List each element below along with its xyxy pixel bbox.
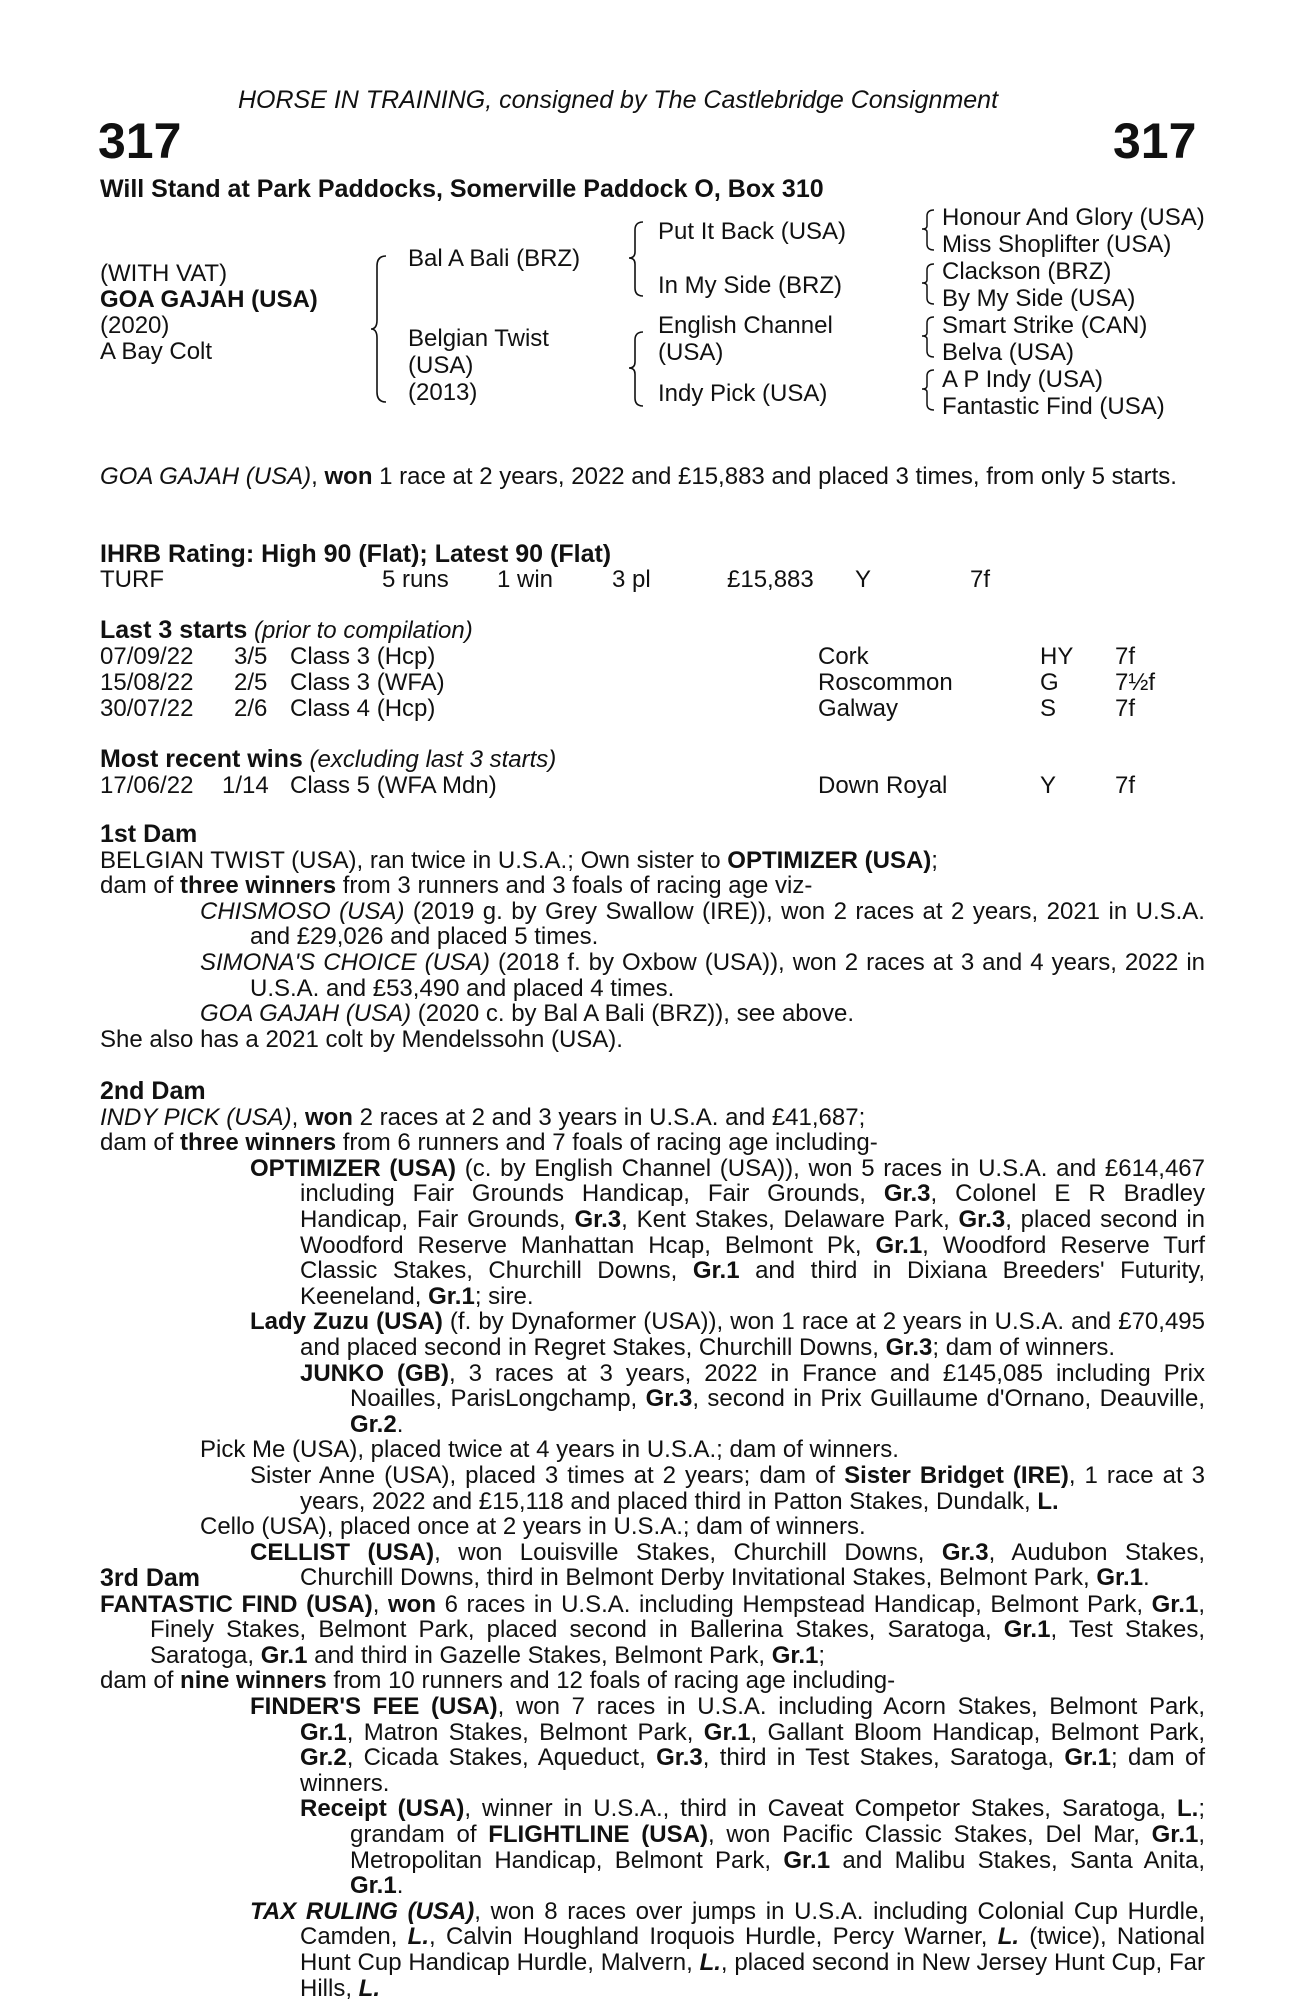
second-dam-section: 2nd Dam INDY PICK (USA), won 2 races at 2 and 3 years in U.S.A. and £41,687; dam of three winners from 6 runners and 7 foals of racing age including- OPTIMIZER (USA) (c. by English Channel (USA)), won 5 races in U.S.A. and £614,467 including Fair Grounds Handicap, Fair Grounds, Gr.3, Colonel E R Bradley Handicap, Fair Grounds, Gr.3, Kent Stakes, Delaware Park, Gr.3, placed second in Woodford Reserve Manhattan Hcap, Belmont Pk, Gr.1, Woodford Reserve Turf Classic Stakes, Churchill Downs, Gr.1 and third in Dixiana Breeders' Futurity, Keeneland, Gr.1; sire. Lady Zuzu (USA) (f. by Dynaformer (USA)), won 1 race at 2 years in U.S.A. and £70,495 and placed second in Regret Stakes, Churchill Downs, Gr.3; dam of winners. JUNKO (GB), 3 races at 3 years, 2022 in France and £145,085 including Prix Noailles, ParisLongchamp, Gr.3, second in Prix Guillaume d'Ornano, Deauville, Gr.2. Pick Me (USA), placed twice at 4 years in U.S.A.; dam of winners. Sister Anne (USA), placed 3 times at 2 years; dam of Sister Bridget (IRE), 1 race at 3 years, 2022 and £15,118 and placed third in Patton Stakes, Dundalk, L. Cello (USA), placed once at 2 years in U.S.A.; dam of winners. CELLIST (USA), won Louisville Stakes, Churchill Downs, Gr.3, Audubon Stakes, Churchill Downs, third in Belmont Derby Invitational Stakes, Belmont Park, Gr.1.: [100, 1077, 1206, 1592]
recent-course: Down Royal: [818, 772, 948, 799]
bracket-gen1: [372, 254, 392, 404]
last3-pos: 2/6: [234, 695, 268, 722]
bracket-g3-4: [922, 368, 940, 412]
sire-dam: In My Side (BRZ): [658, 272, 843, 299]
rating-distance: 7f: [970, 566, 991, 593]
dam-year: (2013): [408, 379, 478, 406]
first-dam-section: 1st Dam BELGIAN TWIST (USA), ran twice in U.S.A.; Own sister to OPTIMIZER (USA); dam of three winners from 3 runners and 3 foals of racing age viz- CHISMOSO (USA) (2019 g. by Grey Swallow (IRE)), won 2 races at 2 years, 2021 in U.S.A. and £29,026 and placed 5 times. SIMONA'S CHOICE (USA) (2018 f. by Oxbow (USA)), won 2 races at 3 and 4 years, 2022 in U.S.A. and £53,490 and placed 4 times. GOA GAJAH (USA) (2020 c. by Bal A Bali (BRZ)), see above. She also has a 2021 colt by Mendelssohn (USA).: [100, 820, 1206, 1053]
recent-heading: Most recent wins (excluding last 3 starts): [100, 745, 557, 773]
produce-cello: Cello (USA), placed once at 2 years in U.S.A.; dam of winners.: [200, 1513, 866, 1541]
gen3-3: Clackson (BRZ): [942, 258, 1112, 285]
third-dam-section: 3rd Dam FANTASTIC FIND (USA), won 6 races in U.S.A. including Hempstead Handicap, Belmont Park, Gr.1, Finely Stakes, Belmont Park, placed second in Ballerina Stakes, Saratoga, Gr.1, Test Stakes, Saratoga, Gr.1 and third in Gazelle Stakes, Belmont Park, Gr.1; dam of nine winners from 10 runners and 12 foals of racing age including- FINDER'S FEE (USA), won 7 races in U.S.A. including Acorn Stakes, Belmont Park, Gr.1, Matron Stakes, Belmont Park, Gr.1, Gallant Bloom Handicap, Belmont Park, Gr.2, Cicada Stakes, Aqueduct, Gr.3, third in Test Stakes, Saratoga, Gr.1; dam of winners. Receipt (USA), winner in U.S.A., third in Caveat Competor Stakes, Saratoga, L.; grandam of FLIGHTLINE (USA), won Pacific Classic Stakes, Del Mar, Gr.1, Metropolitan Handicap, Belmont Park, Gr.1 and Malibu Stakes, Santa Anita, Gr.1. TAX RULING (USA), won 8 races over jumps in U.S.A. including Colonial Cup Hurdle, Camden, L., Calvin Houghland Iroquois Hurdle, Percy Warner, L. (twice), National Hunt Cup Handicap Hurdle, Malvern, L., placed second in New Jersey Hunt Cup, Far Hills, L.: [100, 1564, 1206, 2002]
rating-wins: 1 win: [497, 566, 554, 593]
bracket-g3-2: [922, 262, 940, 306]
produce-simona: SIMONA'S CHOICE (USA) (2018 f. by Oxbow (USA)), won 2 races at 3 and 4 years, 2022 in U.S.A. and £53,490 and placed 4 times.: [200, 948, 1206, 1002]
produce-cellist: CELLIST (USA), won Louisville Stakes, Churchill Downs, Gr.3, Audubon Stakes, Churchill Downs, third in Belmont Derby Invitational Stakes, Belmont Park, Gr.1.: [250, 1538, 1205, 1592]
horse-sex: A Bay Colt: [100, 338, 213, 365]
stand-location: Will Stand at Park Paddocks, Somerville Paddock O, Box 310: [100, 175, 824, 203]
dam-name-line2: (USA): [408, 352, 474, 379]
dam-sire-line2: (USA): [658, 339, 724, 366]
produce-receipt: Receipt (USA), winner in U.S.A., third in Caveat Competor Stakes, Saratoga, L.; grandam of FLIGHTLINE (USA), won Pacific Classic Stakes, Del Mar, Gr.1, Metropolitan Handicap, Belmont Park, Gr.1 and Malibu Stakes, Santa Anita, Gr.1.: [300, 1795, 1206, 1900]
third-dam-title: 3rd Dam: [100, 1564, 201, 1592]
gen3-2: Miss Shoplifter (USA): [942, 231, 1172, 258]
last3-pos: 2/5: [234, 669, 268, 696]
last3-date: 07/09/22: [100, 643, 194, 670]
lot-number-left: 317: [98, 113, 182, 169]
rating-earnings: £15,883: [727, 566, 814, 593]
rating-runs: 5 runs: [382, 566, 449, 593]
produce-goa-gajah: GOA GAJAH (USA) (2020 c. by Bal A Bali (BRZ)), see above.: [200, 1000, 855, 1028]
last3-course: Roscommon: [818, 669, 953, 696]
produce-tax-ruling: TAX RULING (USA), won 8 races over jumps in U.S.A. including Colonial Cup Hurdle, Camden, L., Calvin Houghland Iroquois Hurdle, Percy Warner, L. (twice), National Hunt Cup Handicap Hurdle, Malvern, L., placed second in New Jersey Hunt Cup, Far Hills, L.: [250, 1897, 1206, 2002]
foaling-year: (2020): [100, 312, 170, 339]
bracket-g3-3: [922, 315, 940, 359]
last3-going: S: [1040, 695, 1057, 722]
gen3-1: Honour And Glory (USA): [942, 204, 1205, 231]
recent-dist: 7f: [1115, 772, 1136, 799]
gen3-6: Belva (USA): [942, 339, 1075, 366]
recent-class: Class 5 (WFA Mdn): [290, 772, 497, 799]
last3-course: Galway: [818, 695, 899, 722]
last3-course: Cork: [818, 643, 869, 670]
bracket-sire-side: [630, 220, 650, 300]
second-dam-title: 2nd Dam: [100, 1077, 206, 1105]
produce-optimizer: OPTIMIZER (USA) (c. by English Channel (USA)), won 5 races in U.S.A. and £614,467 including Fair Grounds Handicap, Fair Grounds, Gr.3, Colonel E R Bradley Handicap, Fair Grounds, Gr.3, Kent Stakes, Delaware Park, Gr.3, placed second in Woodford Reserve Manhattan Hcap, Belmont Pk, Gr.1, Woodford Reserve Turf Classic Stakes, Churchill Downs, Gr.1 and third in Dixiana Breeders' Futurity, Keeneland, Gr.1; sire.: [250, 1154, 1206, 1310]
dam-dam: Indy Pick (USA): [658, 380, 828, 407]
rating-title: IHRB Rating: High 90 (Flat); Latest 90 (Flat): [100, 540, 612, 568]
dam-name-line1: Belgian Twist: [408, 325, 549, 352]
last3-pos: 3/5: [234, 643, 268, 670]
dam-sire-line1: English Channel: [658, 312, 833, 339]
recent-pos: 1/14: [222, 772, 269, 799]
produce-finders-fee: FINDER'S FEE (USA), won 7 races in U.S.A. including Acorn Stakes, Belmont Park, Gr.1, Matron Stakes, Belmont Park, Gr.1, Gallant Bloom Handicap, Belmont Park, Gr.2, Cicada Stakes, Aqueduct, Gr.3, third in Test Stakes, Saratoga, Gr.1; dam of winners.: [250, 1692, 1205, 1797]
last3-date: 15/08/22: [100, 669, 194, 696]
bracket-dam-side: [630, 330, 650, 410]
race-summary: GOA GAJAH (USA), won 1 race at 2 years, 2022 and £15,883 and placed 3 times, from only 5 starts.: [100, 463, 1177, 490]
last3-heading: Last 3 starts (prior to compilation): [100, 616, 473, 644]
produce-lady-zuzu: Lady Zuzu (USA) (f. by Dynaformer (USA)), won 1 race at 2 years in U.S.A. and £70,495 and placed second in Regret Stakes, Churchill Downs, Gr.3; dam of winners.: [250, 1308, 1205, 1361]
rating-placed: 3 pl: [612, 566, 651, 593]
last3-dist: 7f: [1115, 643, 1136, 670]
third-dam-record: FANTASTIC FIND (USA), won 6 races in U.S.A. including Hempstead Handicap, Belmont Park, Gr.1, Finely Stakes, Belmont Park, placed second in Ballerina Stakes, Saratoga, Gr.1, Test Stakes, Saratoga, Gr.1 and third in Gazelle Stakes, Belmont Park, Gr.1;: [100, 1590, 1206, 1669]
first-dam-title: 1st Dam: [100, 820, 198, 848]
sire-name: Bal A Bali (BRZ): [408, 245, 581, 272]
consignment-subtitle: HORSE IN TRAINING, consigned by The Castlebridge Consignment: [238, 86, 999, 114]
last3-dist: 7f: [1115, 695, 1136, 722]
vat-label: (WITH VAT): [100, 260, 228, 287]
last3-dist: 7½f: [1115, 669, 1156, 696]
gen3-8: Fantastic Find (USA): [942, 393, 1165, 420]
rating-going: Y: [855, 566, 872, 593]
bracket-g3-1: [922, 208, 940, 252]
produce-junko: JUNKO (GB), 3 races at 3 years, 2022 in France and £145,085 including Prix Noailles, ParisLongchamp, Gr.3, second in Prix Guillaume d'Ornano, Deauville, Gr.2.: [300, 1359, 1205, 1438]
last3-class: Class 4 (Hcp): [290, 695, 436, 722]
produce-chismoso: CHISMOSO (USA) (2019 g. by Grey Swallow (IRE)), won 2 races at 2 years, 2021 in U.S.A. and £29,026 and placed 5 times.: [200, 897, 1205, 951]
produce-pick-me: Pick Me (USA), placed twice at 4 years in U.S.A.; dam of winners.: [200, 1436, 899, 1464]
gen3-5: Smart Strike (CAN): [942, 312, 1148, 339]
gen3-4: By My Side (USA): [942, 285, 1136, 312]
recent-date: 17/06/22: [100, 772, 194, 799]
produce-sister-anne: Sister Anne (USA), placed 3 times at 2 years; dam of Sister Bridget (IRE), 1 race at 3 years, 2022 and £15,118 and placed third in Patton Stakes, Dundalk, L.: [250, 1461, 1205, 1515]
last3-class: Class 3 (Hcp): [290, 643, 436, 670]
gen3-7: A P Indy (USA): [942, 366, 1103, 393]
recent-going: Y: [1040, 772, 1057, 799]
rating-surface: TURF: [100, 566, 164, 593]
last3-date: 30/07/22: [100, 695, 194, 722]
sire-sire: Put It Back (USA): [658, 218, 847, 245]
last3-class: Class 3 (WFA): [290, 669, 445, 696]
last3-going: HY: [1040, 643, 1074, 670]
lot-number-right: 317: [1113, 113, 1197, 169]
last3-going: G: [1040, 669, 1059, 696]
horse-name: GOA GAJAH (USA): [100, 286, 318, 313]
